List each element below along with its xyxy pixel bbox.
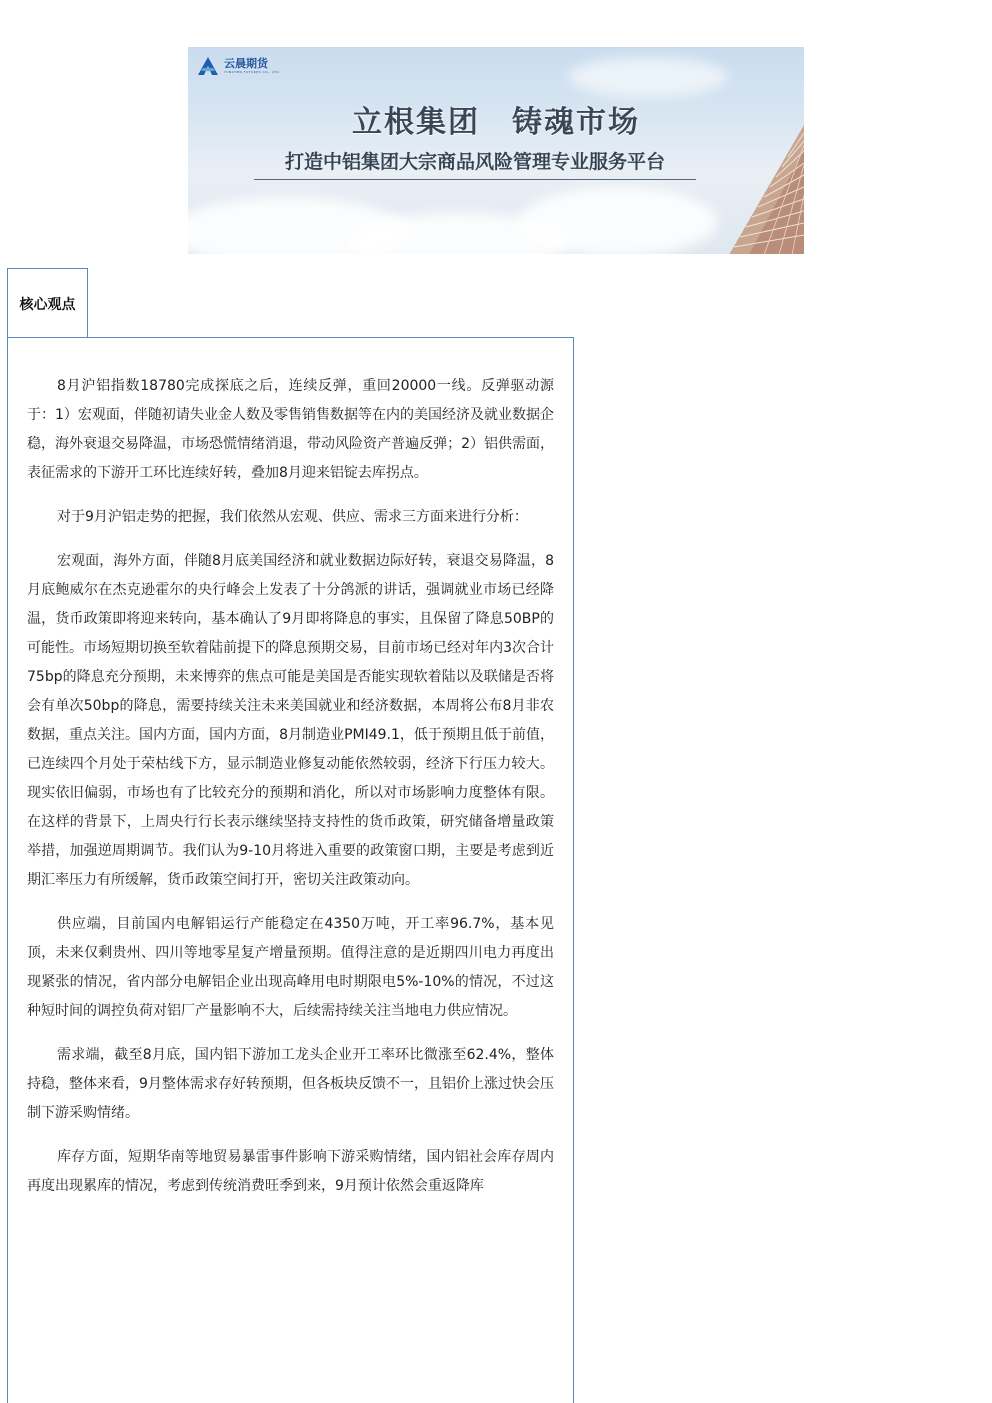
banner-title: 立根集团 铸魂市场 [352, 105, 640, 140]
skyscraper-image [694, 105, 804, 254]
cloud-decoration [568, 57, 728, 97]
section-title: 核心观点 [19, 296, 76, 313]
header-banner [188, 47, 804, 254]
paragraph: 宏观面，海外方面，伴随8月底美国经济和就业数据边际好转，衰退交易降温，8月底鲍威尔在杰克逊霍尔的央行峰会上发表了十分鸽派的讲话，强调就业市场已经降温，货币政策即将迎来转向，基本确认了9月即将降息的事实，且保留了降息50BP的可能性。市场短期切换至软着陆前提下的降息预期交易，目前市场已经对年内3次合计75bp的降息充分预期，未来博弈的焦点可能是美国是否能实现软着陆以及联储是否将会有单次50bp的降息，需要持续关注未来美国就业和经济数据，本周将公布8月非农数据，重点关注。国内方面，国内方面，8月制造业PMI49.1，低于预期且低于前值，已连续四个月处于荣枯线下方，显示制造业修复动能依然较弱，经济下行压力较大。现实依旧偏弱，市场也有了比较充分的预期和消化，所以对市场影响力度整体有限。在这样的背景下，上周央行行长表示继续坚持支持性的货币政策，研究储备增量政策举措，加强逆周期调节。我们认为9-10月将进入重要的政策窗口期，主要是考虑到近期汇率压力有所缓解，货币政策空间打开，密切关注政策动向。 [27, 553, 554, 888]
paragraph: 8月沪铝指数18780完成探底之后，连续反弹，重回20000一线。反弹驱动源于：1）宏观面，伴随初请失业金人数及零售销售数据等在内的美国经济及就业数据企稳，海外衰退交易降温，市场恐慌情绪消退，带动风险资产普遍反弹；2）铝供需面，表征需求的下游开工环比连续好转，叠加8月迎来铝锭去库拐点。 [27, 378, 554, 481]
paragraph: 对于9月沪铝走势的把握，我们依然从宏观、供应、需求三方面来进行分析： [57, 509, 528, 525]
section-border-top [88, 337, 574, 338]
article-body [27, 372, 554, 1216]
logo-subtext: YUNCHEN FUTURES CO., LTD. [224, 70, 281, 74]
banner-subtitle: 打造中铝集团大宗商品风险管理专业服务平台 [254, 147, 696, 180]
section-border-right [573, 337, 574, 1403]
section-border-left [7, 337, 8, 1403]
logo-mark-icon [198, 57, 218, 75]
cloud-decoration [518, 187, 718, 254]
company-logo [198, 57, 281, 75]
section-tab [7, 268, 88, 338]
paragraph: 供应端，目前国内电解铝运行产能稳定在4350万吨，开工率96.7%，基本见顶，未来仅剩贵州、四川等地零星复产增量预期。值得注意的是近期四川电力再度出现紧张的情况，省内部分电解铝企业出现高峰用电时期限电5%-10%的情况，不过这种短时间的调控负荷对铝厂产量影响不大，后续需持续关注当地电力供应情况。 [27, 916, 554, 1019]
section-border-top-left [7, 337, 88, 338]
logo-text: 云晨期货 [224, 57, 268, 70]
paragraph: 库存方面，短期华南等地贸易暴雷事件影响下游采购情绪，国内铝社会库存周内再度出现累库的情况，考虑到传统消费旺季到来，9月预计依然会重返降库 [27, 1149, 554, 1194]
paragraph: 需求端，截至8月底，国内铝下游加工龙头企业开工率环比微涨至62.4%，整体持稳，整体来看，9月整体需求存好转预期，但各板块反馈不一，且铝价上涨过快会压制下游采购情绪。 [27, 1047, 554, 1121]
